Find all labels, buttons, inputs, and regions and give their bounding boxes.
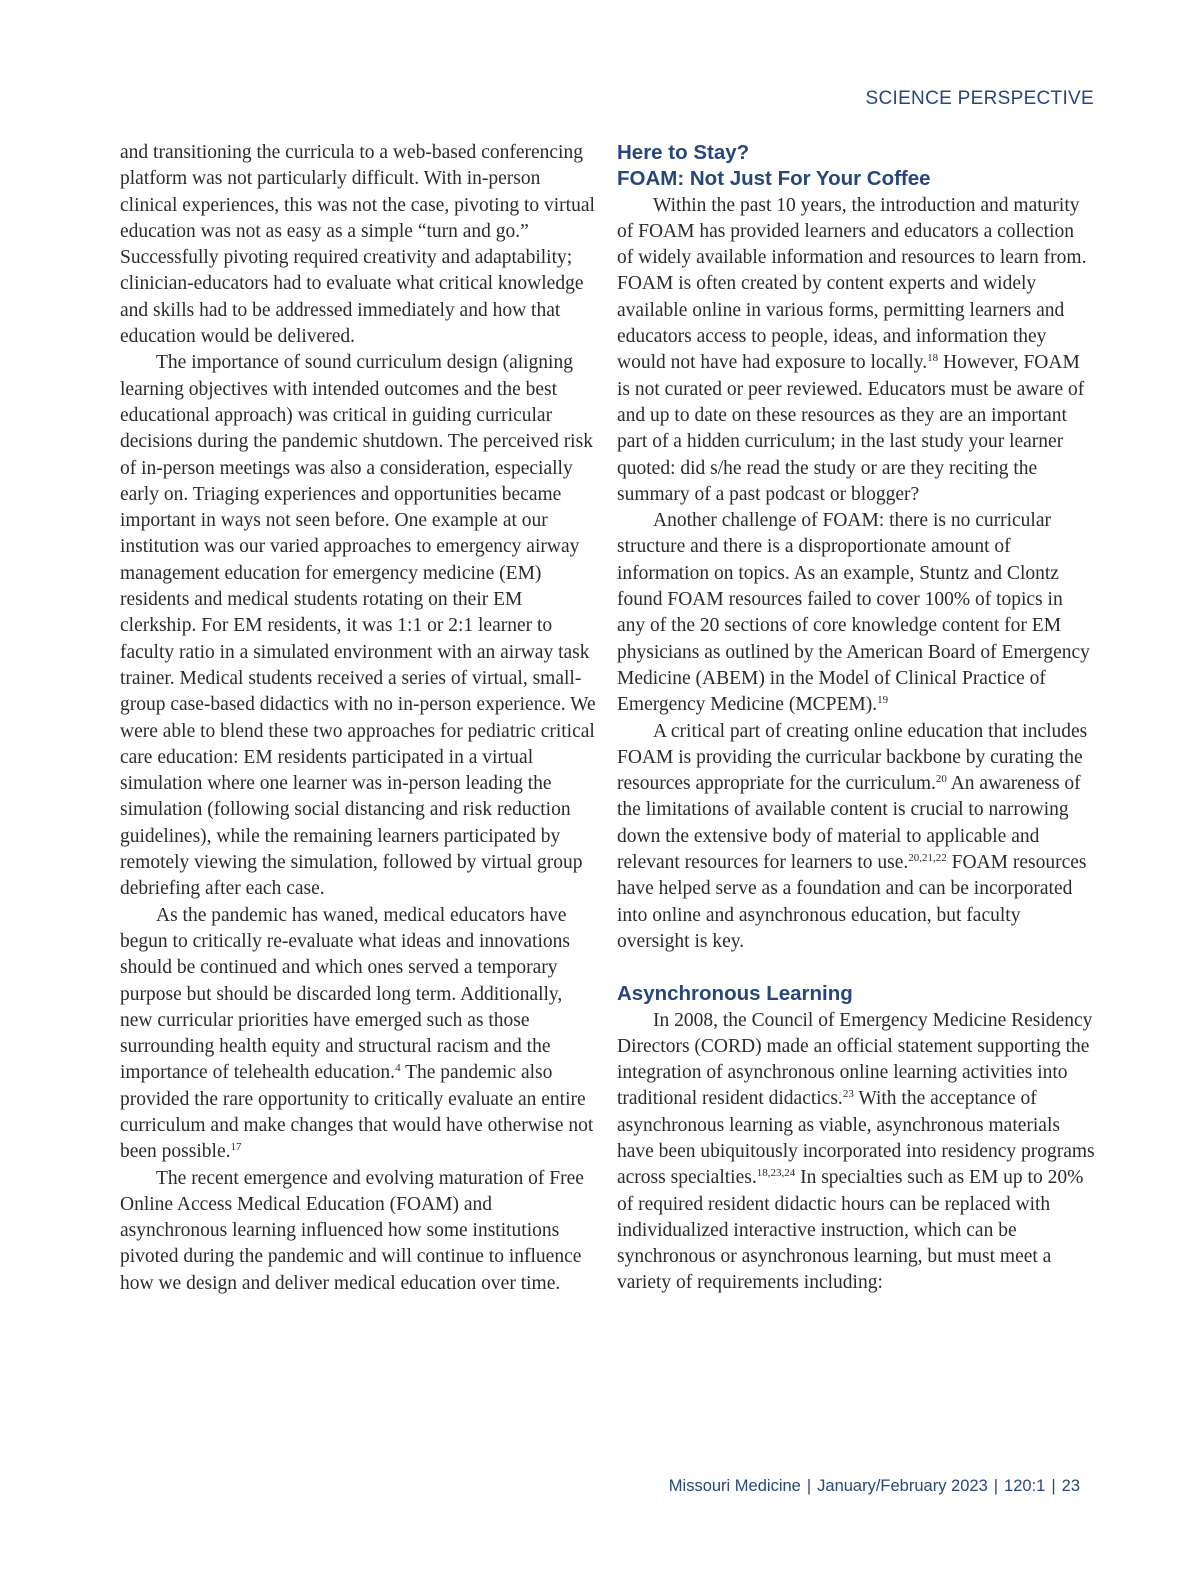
citation-ref: 18,23,24	[756, 1167, 796, 1180]
citation-ref: 17	[230, 1141, 242, 1154]
paragraph-text: Another challenge of FOAM: there is no curricular structure and there is a disproportionate amount of information on topics. As an example, Stuntz and Clontz found FOAM resources failed to cover 100% of topics in any of the 20 sections of core knowledge content for EM physicians as outlined by the American Board of Emergency Medicine (ABEM) in the Model of Clinical Practice of Emergency Medicine (MCPEM).	[617, 510, 1090, 716]
paragraph-text: With the acceptance of asynchronous learning as viable, asynchronous materials have been ubiquitously incorporated into residency programs across specialties.	[617, 1088, 1095, 1189]
page-footer	[669, 1477, 1080, 1496]
citation-ref: 23	[842, 1088, 854, 1101]
footer-separator: |	[993, 1477, 999, 1495]
paragraph	[617, 508, 1095, 718]
heading-line: FOAM: Not Just For Your Coffee	[617, 167, 931, 191]
paragraph-text: As the pandemic has waned, medical educators have begun to critically re-evaluate what ideas and innovations should be continued and which ones served a temporary purpose but should be discarded long term. Additionally, new curricular priorities have emerged such as those surrounding health equity and structural racism and the importance of telehealth education.	[120, 904, 570, 1084]
citation-ref: 20	[935, 773, 947, 786]
paragraph-text: Within the past 10 years, the introduction and maturity of FOAM has provided learners and educators a collection of widely available information and resources to learn from. FOAM is often created by content experts and widely available online in various forms, permitting learners and educators access to people, ideas, and information they would not have had exposure to locally.	[617, 194, 1087, 374]
paragraph-text: An awareness of the limitations of available content is crucial to narrowing down the extensive body of material to applicable and relevant resources for learners to use.	[617, 773, 1081, 874]
paragraph	[617, 719, 1095, 956]
paragraph-text: However, FOAM is not curated or peer reviewed. Educators must be aware of and up to date on these resources as they are an important part of a hidden curriculum; in the last study your learner quoted: did s/he read the study or are they reciting the summary of a past podcast or blogger?	[617, 352, 1085, 505]
paragraph-text: In specialties such as EM up to 20% of required resident didactic hours can be replaced with individualized interactive instruction, which can be synchronous or asynchronous learning, but must meet a variety of requirements including:	[617, 1167, 1084, 1294]
paragraph: The importance of sound curriculum design (aligning learning objectives with intended outcomes and the best educational approach) was critical in guiding curricular decisions during the pandemic shutdown. The perceived risk of in-person meetings was also a consideration, especially early on. Triaging experiences and opportunities became important in ways not seen before. One example at our institution was our varied approaches to emergency airway management education for emergency medicine (EM) residents and medical students rotating on their EM clerkship. For EM residents, it was 1:1 or 2:1 learner to faculty ratio in a simulated environment with an airway task trainer. Medical students received a series of virtual, small-group case-based didactics with no in-person experience. We were able to blend these two approaches for pediatric critical care education: EM residents participated in a virtual simulation where one learner was in-person leading the simulation (following social distancing and risk reduction guidelines), while the remaining learners participated by remotely viewing the simulation, followed by virtual group debriefing after each case.	[120, 352, 596, 900]
paragraph-text: In 2008, the Council of Emergency Medicine Residency Directors (CORD) made an official statement supporting the integration of asynchronous online learning activities into traditional resident didactics.	[617, 1009, 1093, 1110]
journal-name: Missouri Medicine	[668, 1477, 801, 1495]
paragraph	[617, 193, 1095, 509]
footer-separator: |	[806, 1477, 812, 1495]
volume-number: 120:1	[1004, 1477, 1046, 1495]
section-heading	[617, 140, 1095, 193]
paragraph	[120, 903, 598, 1166]
section-label: SCIENCE PERSPECTIVE	[865, 88, 1094, 109]
paragraph-text: FOAM resources have helped serve as a foundation and can be incorporated into online and asynchronous education, but faculty oversight is key.	[617, 852, 1087, 952]
right-column	[617, 140, 1095, 1297]
left-column	[120, 140, 598, 1297]
issue-date: January/February 2023	[817, 1477, 988, 1495]
page-number: 23	[1061, 1477, 1080, 1495]
citation-ref: 18	[927, 352, 939, 365]
section-heading: Asynchronous Learning	[617, 982, 853, 1006]
citation-ref: 19	[877, 694, 889, 707]
citation-ref: 20,21,22	[908, 852, 947, 865]
paragraph-text: A critical part of creating online education that includes FOAM is providing the curricular backbone by curating the resources appropriate for the curriculum.	[617, 720, 1088, 795]
citation-ref: 4	[395, 1062, 401, 1075]
paragraph-text: The pandemic also provided the rare opportunity to critically evaluate an entire curriculum and make changes that would have otherwise not been possible.	[120, 1062, 594, 1163]
paragraph: The recent emergence and evolving maturation of Free Online Access Medical Education (FOAM) and asynchronous learning influenced how some institutions pivoted during the pandemic and will continue to influence how we design and deliver medical education over time.	[120, 1167, 584, 1294]
paragraph	[617, 1008, 1095, 1297]
paragraph: and transitioning the curricula to a web-based conferencing platform was not particularly difficult. With in-person clinical experiences, this was not the case, pivoting to virtual education was not as easy as a simple “turn and go.” Successfully pivoting required creativity and adaptability; clinician-educators had to evaluate what critical knowledge and skills had to be addressed immediately and how that education would be delivered.	[120, 142, 595, 348]
heading-line: Here to Stay?	[617, 141, 750, 164]
footer-separator: |	[1051, 1477, 1056, 1495]
